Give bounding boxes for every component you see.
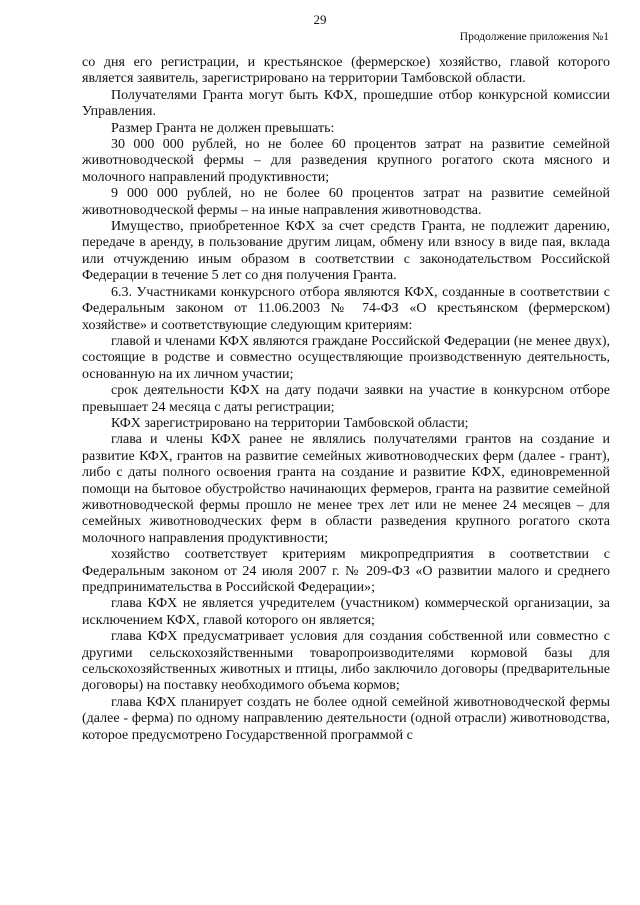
paragraph-criterion-previous-grants: глава и члены КФХ ранее не являлись получателями грантов на создание и развитие КФХ, грантов на развитие семейных животноводческих ферм (далее - грант), либо с даты полного освоения гранта на создание и развитие КФХ, единовременной помощи на бытовое обустройство начинающих фермеров, гранта на развитие семейной животноводческой фермы прошло не менее трех лет или не менее 24 месяцев – для семейных животноводческих ферм в области разведения крупного рогатого скота молочного направления продуктивности; — [82, 432, 610, 546]
paragraph-grant-size-intro: Размер Гранта не должен превышать: — [111, 120, 335, 136]
paragraph-registration-continued: со дня его регистрации, и крестьянское (фермерское) хозяйство, главой которого является заявитель, зарегистрировано на территории Тамбовской области. — [82, 55, 610, 87]
paragraph-property-restrictions: Имущество, приобретенное КФХ за счет средств Гранта, не подлежит дарению, передаче в аренду, в пользование другим лицам, обмену или взносу в виде пая, вклада или отчуждению иным образом в соответствии с законодательством Российской Федерации в течение 5 лет со дня получения Гранта. — [82, 219, 610, 284]
page-number: 29 — [313, 12, 327, 27]
paragraph-grant-size-other: 9 000 000 рублей, но не более 60 процентов затрат на развитие семейной животноводческой фермы – на иные направления животноводства. — [82, 186, 610, 218]
document-body — [82, 55, 610, 744]
paragraph-grant-recipients: Получателями Гранта могут быть КФХ, прошедшие отбор конкурсной комиссии Управления. — [82, 87, 610, 120]
paragraph-grant-size-cattle: 30 000 000 рублей, но не более 60 процентов затрат на развитие семейной животноводческой фермы – для разведения крупного рогатого скота мясного и молочного направлений продуктивности; — [82, 137, 610, 185]
paragraph-criterion-microenterprise: хозяйство соответствует критериям микропредприятия в соответствии с Федеральным законом от 24 июля 2007 г. № 209-ФЗ «О развитии малого и среднего предпринимательства в Российской Федерации»; — [82, 547, 610, 595]
paragraph-criterion-single-farm: глава КФХ планирует создать не более одной семейной животноводческой фермы (далее - ферма) по одному направлению деятельности (одной отрасли) животноводства, которое предусмотрено Государственной программой с — [82, 694, 610, 743]
paragraph-criterion-not-founder: глава КФХ не является учредителем (участником) коммерческой организации, за исключением КФХ, главой которого он является; — [82, 596, 610, 628]
appendix-continuation-note: Продолжение приложения №1 — [459, 31, 609, 43]
paragraph-criterion-feed-base: глава КФХ предусматривает условия для создания собственной или совместно с другими сельскохозяйственными товаропроизводителями кормовой базы для сельскохозяйственных животных и птицы, либо заключило договоры (предварительные договоры) на поставку необходимого объема кормов; — [82, 629, 610, 694]
paragraph-criterion-citizens: главой и членами КФХ являются граждане Российской Федерации (не менее двух), состоящие в родстве и совместно осуществляющие производственную деятельность, основанную на их личном участии; — [82, 333, 610, 382]
paragraph-criterion-registration: КФХ зарегистрировано на территории Тамбовской области; — [111, 415, 469, 431]
paragraph-section-6-3: 6.3. Участниками конкурсного отбора являются КФХ, созданные в соответствии с Федеральным законом от 11.06.2003 № 74-ФЗ «О крестьянском (фермерском) хозяйстве» и соответствующие следующим критериям: — [82, 284, 610, 333]
paragraph-criterion-duration: срок деятельности КФХ на дату подачи заявки на участие в конкурсном отборе превышает 24 месяца с даты регистрации; — [82, 383, 610, 415]
